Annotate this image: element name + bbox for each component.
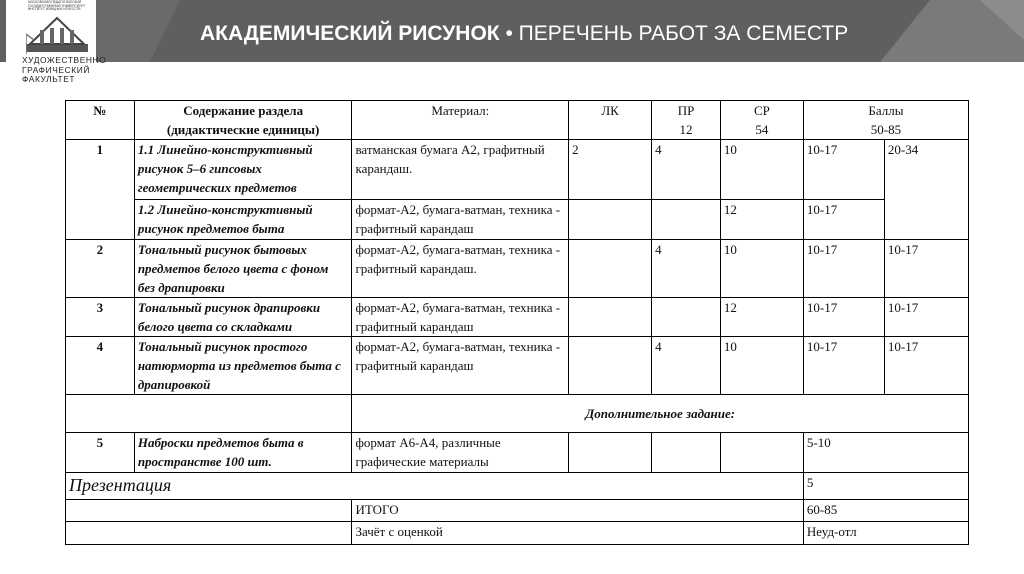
row-points-total: 20-34: [884, 140, 968, 240]
presentation-points: 5: [803, 473, 968, 500]
row-material: формат-А2, бумага-ватман, техника - графитный карандаш: [352, 200, 569, 240]
row-sr: 10: [720, 240, 803, 298]
table-row: [66, 337, 969, 395]
header-sr: СР 54: [720, 101, 803, 140]
extra-task-label: Дополнительное задание:: [352, 395, 969, 433]
header-bar: [0, 0, 1024, 62]
credit-points: Неуд-отл: [803, 522, 968, 545]
row-points: 10-17: [803, 240, 884, 298]
header-material: Материал:: [352, 101, 569, 140]
row-material: ватманская бумага А2, графитный карандаш.: [352, 140, 569, 200]
row-points: 10-17: [803, 140, 884, 200]
row-content: Тональный рисунок драпировки белого цвета со складками: [134, 298, 352, 337]
works-table: [65, 100, 969, 545]
row-points-total: 10-17: [884, 337, 968, 395]
row-content: Наброски предметов быта в пространстве 100 шт.: [134, 433, 352, 473]
row-material: формат-А2, бумага-ватман, техника - графитный карандаш: [352, 298, 569, 337]
row-points: 10-17: [803, 337, 884, 395]
extra-task-row: [66, 395, 969, 433]
total-points: 60-85: [803, 500, 968, 522]
row-points: 5-10: [803, 433, 968, 473]
table-row: [66, 433, 969, 473]
header-points: Баллы 50-85: [803, 101, 968, 140]
row-sr: 10: [720, 140, 803, 200]
table-row: [66, 200, 969, 240]
row-num: 5: [66, 433, 135, 473]
row-num: 4: [66, 337, 135, 395]
table-header-row: [66, 101, 969, 140]
table-row: [66, 298, 969, 337]
row-content: 1.2 Линейно-конструктивный рисунок предметов быта: [134, 200, 352, 240]
row-content: 1.1 Линейно-конструктивный рисунок 5–6 гипсовых геометрических предметов: [134, 140, 352, 200]
row-pr: 4: [652, 337, 721, 395]
row-sr: 10: [720, 337, 803, 395]
header-num: №: [66, 101, 135, 140]
logo-caption: ХУДОЖЕСТВЕННО ГРАФИЧЕСКИЙ ФАКУЛЬТЕТ: [22, 55, 107, 85]
table-row: [66, 240, 969, 298]
credit-row: [66, 522, 969, 545]
building-emblem-icon: [26, 14, 88, 54]
row-points: 10-17: [803, 298, 884, 337]
header-lk: ЛК: [569, 101, 652, 140]
logo-small-text: МОСКОВСКИЙ ПЕДАГОГИЧЕСКИЙ ГОСУДАРСТВЕННЫЙ УНИВЕРСИТЕТ ИНСТИТУТ ИЗЯЩНЫХ ИСКУССТВ: [28, 0, 86, 12]
table-row: [66, 140, 969, 200]
row-sr: 12: [720, 298, 803, 337]
row-material: формат А6-А4, различные графические материалы: [352, 433, 569, 473]
page-title: АКАДЕМИЧЕСКИЙ РИСУНОК • ПЕРЕЧЕНЬ РАБОТ ЗА СЕМЕСТР: [200, 22, 849, 45]
total-row: [66, 500, 969, 522]
row-pr: 4: [652, 240, 721, 298]
presentation-label: Презентация: [66, 473, 804, 500]
header-content: Содержание раздела (дидактические единицы): [134, 101, 352, 140]
row-num: 1: [66, 140, 135, 240]
row-sr: 12: [720, 200, 803, 240]
presentation-row: [66, 473, 969, 500]
row-material: формат-А2, бумага-ватман, техника - графитный карандаш.: [352, 240, 569, 298]
row-points-total: 10-17: [884, 298, 968, 337]
row-lk: 2: [569, 140, 652, 200]
row-content: Тональный рисунок простого натюрморта из предметов быта с драпировкой: [134, 337, 352, 395]
row-content: Тональный рисунок бытовых предметов белого цвета с фоном без драпировки: [134, 240, 352, 298]
credit-label: Зачёт с оценкой: [352, 522, 803, 545]
row-points: 10-17: [803, 200, 884, 240]
row-num: 3: [66, 298, 135, 337]
row-material: формат-А2, бумага-ватман, техника - графитный карандаш: [352, 337, 569, 395]
row-pr: 4: [652, 140, 721, 200]
row-points-total: 10-17: [884, 240, 968, 298]
header-pr: ПР 12: [652, 101, 721, 140]
row-num: 2: [66, 240, 135, 298]
faculty-logo: [6, 0, 107, 98]
total-label: ИТОГО: [352, 500, 803, 522]
